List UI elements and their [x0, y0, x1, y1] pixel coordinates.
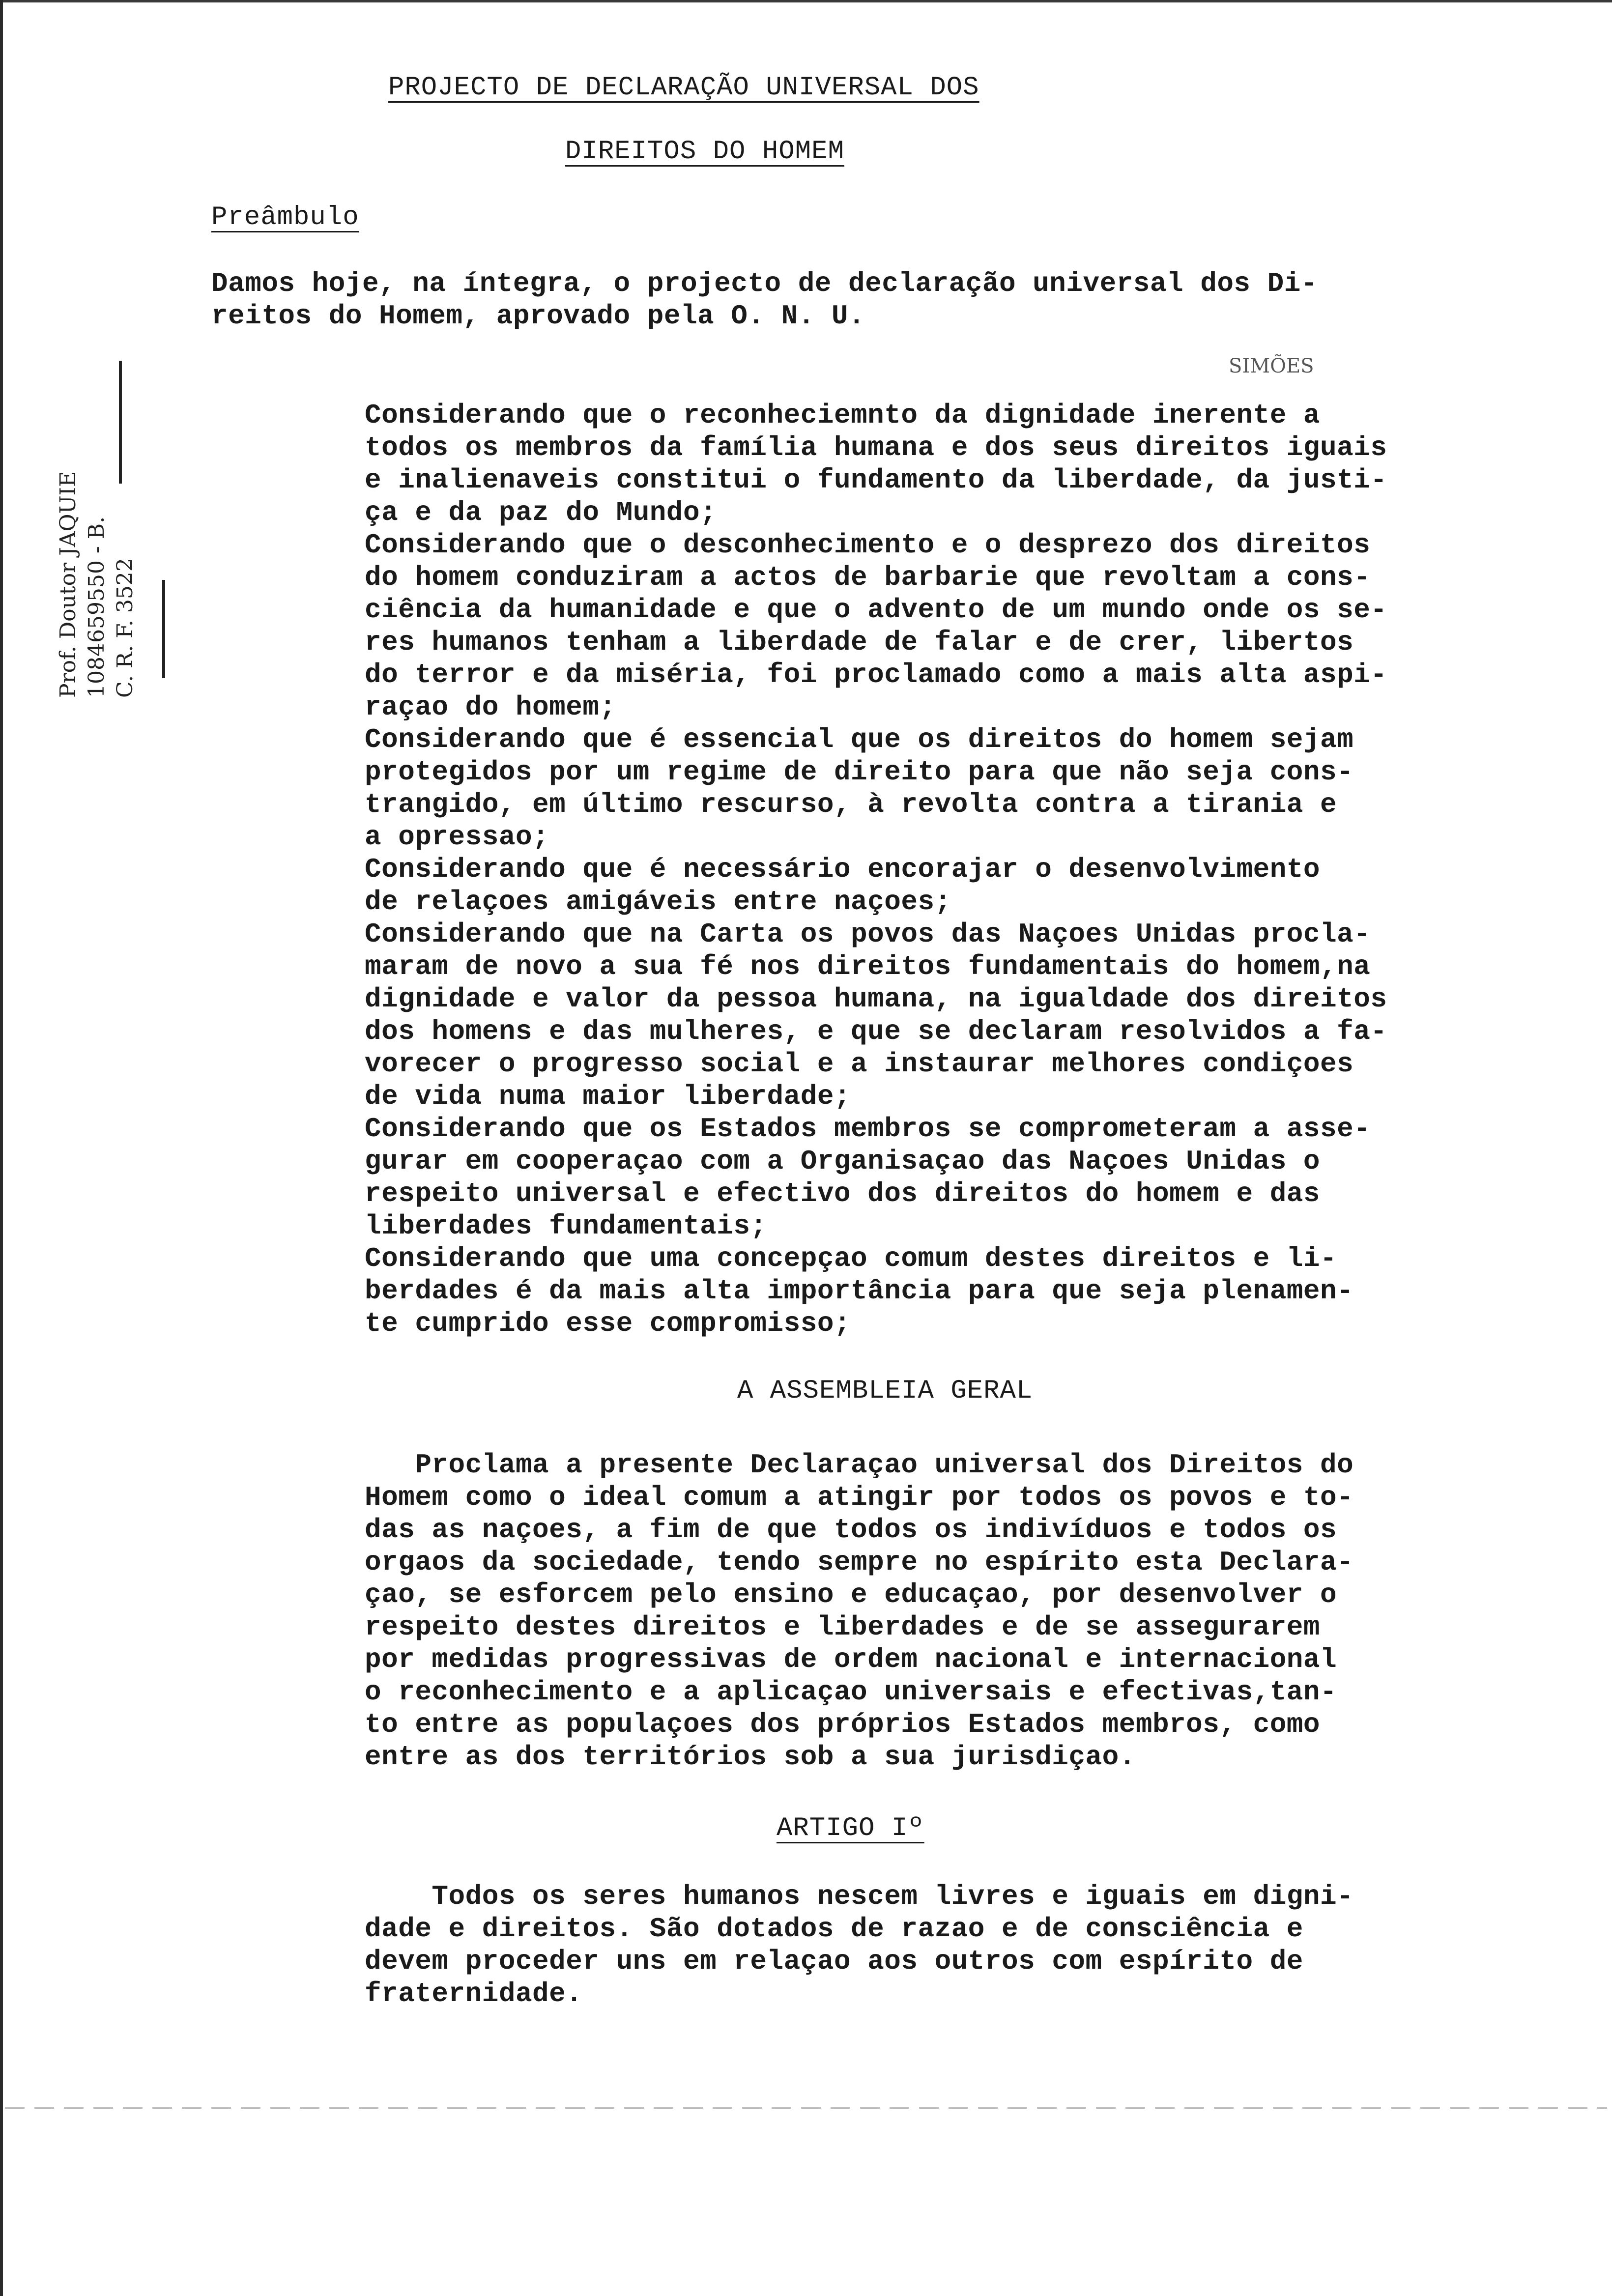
- document-title-line-2: DIREITOS DO HOMEM: [565, 137, 844, 167]
- side-stamp-line-1: Prof. Doutor JAQUIE: [56, 471, 81, 698]
- side-stamp: [54, 471, 140, 698]
- considerandos-paragraph: Considerando que o reconheciemnto da dignidade inerente a todos os membros da família humana e dos seus direitos iguais e inalienaveis constitui o fundamento da liberdade, da justi- ça e da paz do Mundo; Considerando que o desconhecimento e o desprezo dos direitos do homem conduziram a actos de barbarie que revoltam a cons- ciência da humanidade e que o advento de um mundo onde os se- res humanos tenham a liberdade de falar e de crer, libertos do terror e da miséria, foi proclamado como a mais alta aspi- raçao do homem; Considerando que é essencial que os direitos do homem sejam protegidos por um regime de direito para que não seja cons- trangido, em último rescurso, à revolta contra a tirania e a opressao; Considerando que é necessário encorajar o desenvolvimento de relaçoes amigáveis entre naçoes; Considerando que na Carta os povos das Naçoes Unidas procla- maram de novo a sua fé nos direitos fundamentais do homem,na dignidade e valor da pessoa humana, na igualdade dos direitos dos homens e das mulheres, e que se declaram resolvidos a fa- vorecer o progresso social e a instaurar melhores condiçoes de vida numa maior liberdade; Considerando que os Estados membros se comprometeram a asse- gurar em cooperaçao com a Organisaçao das Naçoes Unidas o respeito universal e efectivo dos direitos do homem e das liberdades fundamentais; Considerando que uma concepçao comum destes direitos e li- berdades é da mais alta importância para que seja plenamen- te cumprido esse compromisso;: [365, 400, 1387, 1339]
- intro-paragraph: Damos hoje, na íntegra, o projecto de declaração universal dos Di- reitos do Homem, aprovado pela O. N. U.: [211, 268, 1318, 332]
- assembly-heading: A ASSEMBLEIA GERAL: [737, 1376, 1033, 1406]
- article-text: Todos os seres humanos nescem livres e iguais em digni- dade e direitos. São dotados de razao e de consciência e devem proceder uns em relaçao aos outros com espírito de fraternidade.: [365, 1881, 1354, 2009]
- preamble-label: Preâmbulo: [211, 202, 359, 232]
- side-stamp-bar-upper: [119, 361, 122, 484]
- side-stamp-line-2: 1084659550 - B.: [84, 516, 109, 698]
- side-stamp-line-3: C. R. F. 3522: [113, 558, 138, 698]
- scan-edge-top: [0, 0, 1612, 2]
- scan-edge-left: [0, 0, 3, 2296]
- corner-stamp: SIMÕES: [1229, 355, 1314, 377]
- document-title-line-1: PROJECTO DE DECLARAÇÃO UNIVERSAL DOS: [388, 73, 979, 103]
- article-heading: ARTIGO Iº: [777, 1813, 924, 1843]
- side-stamp-bar-lower: [162, 580, 165, 678]
- proclama-paragraph: Proclama a presente Declaraçao universal dos Direitos do Homem como o ideal comum a atingir por todos os povos e to- das as naçoes, a fim de que todos os indivíduos e todos os orgaos da sociedade, tendo sempre no espírito esta Declara- çao, se esforcem pelo ensino e educaçao, por desenvolver o respeito destes direitos e liberdades e de se assegurarem por medidas progressivas de ordem nacional e internacional o reconhecimento e a aplicaçao universais e efectivas,tan- to entre as populaçoes dos próprios Estados membros, como entre as dos territórios sob a sua jurisdiçao.: [365, 1449, 1354, 1773]
- scan-bottom-line: [5, 2107, 1607, 2109]
